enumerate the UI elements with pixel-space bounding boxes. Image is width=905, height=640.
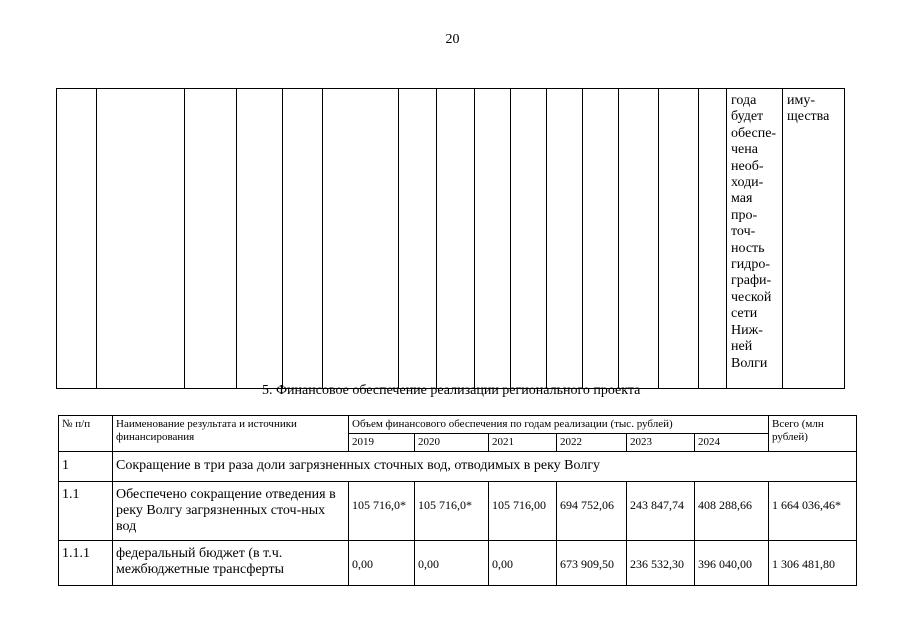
year-cell: 2022 [557, 434, 627, 452]
year-cell: 2020 [415, 434, 489, 452]
continuation-text-cell [783, 89, 845, 389]
line: года [731, 93, 757, 108]
page-number: 20 [445, 32, 460, 47]
empty-cell [547, 89, 583, 389]
empty-cell [283, 89, 323, 389]
total-cell: 1 664 036,46* [769, 482, 857, 541]
row-num: 1.1.1 [59, 541, 113, 586]
empty-cell [97, 89, 185, 389]
row-title: Сокращение в три раза доли загрязненных сточных вод, отводимых в реку Волгу [113, 452, 857, 482]
value-cell: 243 847,74 [627, 482, 695, 541]
year-cell: 2019 [349, 434, 415, 452]
line: необ- [731, 158, 764, 174]
line: мая [731, 191, 753, 207]
header-name: Наименование результата и источники финансирования [113, 416, 349, 452]
empty-cell [399, 89, 437, 389]
line: Волги [731, 355, 768, 371]
empty-cell [619, 89, 659, 389]
table-row [59, 452, 857, 482]
table-row [59, 541, 857, 586]
line: щества [787, 109, 830, 125]
line: про- [731, 207, 758, 223]
continuation-text-cell [727, 89, 783, 389]
value-cell: 396 040,00 [695, 541, 769, 586]
empty-cell [185, 89, 237, 389]
header-row [59, 416, 857, 434]
line: Ниж- [731, 322, 763, 338]
empty-cell [699, 89, 727, 389]
empty-cell [583, 89, 619, 389]
empty-cell [57, 89, 97, 389]
value-cell: 408 288,66 [695, 482, 769, 541]
empty-cell [475, 89, 511, 389]
line: ческой [731, 289, 772, 305]
line: ходи- [731, 175, 764, 191]
line: будет [731, 109, 764, 125]
year-cell: 2023 [627, 434, 695, 452]
line: точ- [731, 224, 756, 240]
row-num: 1 [59, 452, 113, 482]
value-cell: 236 532,30 [627, 541, 695, 586]
line: ней [731, 339, 753, 355]
value-cell: 0,00 [349, 541, 415, 586]
line: графи- [731, 273, 772, 289]
header-volume: Объем финансового обеспечения по годам реализации (тыс. рублей) [349, 416, 769, 434]
row-name: федеральный бюджет (в т.ч. межбюджетные трансферты [113, 541, 349, 586]
total-cell: 1 306 481,80 [769, 541, 857, 586]
line: сети [731, 306, 758, 322]
line: гидро- [731, 257, 771, 273]
value-cell: 694 752,06 [557, 482, 627, 541]
empty-cell [437, 89, 475, 389]
value-cell: 0,00 [489, 541, 557, 586]
empty-cell [511, 89, 547, 389]
continuation-table [56, 88, 845, 389]
row-num: 1.1 [59, 482, 113, 541]
value-cell: 105 716,0* [415, 482, 489, 541]
value-cell: 105 716,0* [349, 482, 415, 541]
line: ность [731, 240, 765, 256]
section-title: 5. Финансовое обеспечение реализации регионального проекта [262, 383, 641, 398]
empty-cell [659, 89, 699, 389]
year-cell: 2024 [695, 434, 769, 452]
table-row [59, 482, 857, 541]
line: обеспе- [731, 125, 777, 141]
continuation-row [57, 89, 845, 389]
value-cell: 0,00 [415, 541, 489, 586]
financing-table [58, 415, 857, 586]
row-name: Обеспечено сокращение отведения в реку Волгу загрязненных сточ-ных вод [113, 482, 349, 541]
line: чена [731, 142, 758, 158]
year-cell: 2021 [489, 434, 557, 452]
value-cell: 673 909,50 [557, 541, 627, 586]
empty-cell [237, 89, 283, 389]
value-cell: 105 716,00 [489, 482, 557, 541]
empty-cell [323, 89, 399, 389]
header-num: № п/п [59, 416, 113, 452]
header-total: Всего (млн рублей) [769, 416, 857, 452]
line: иму- [787, 93, 816, 108]
